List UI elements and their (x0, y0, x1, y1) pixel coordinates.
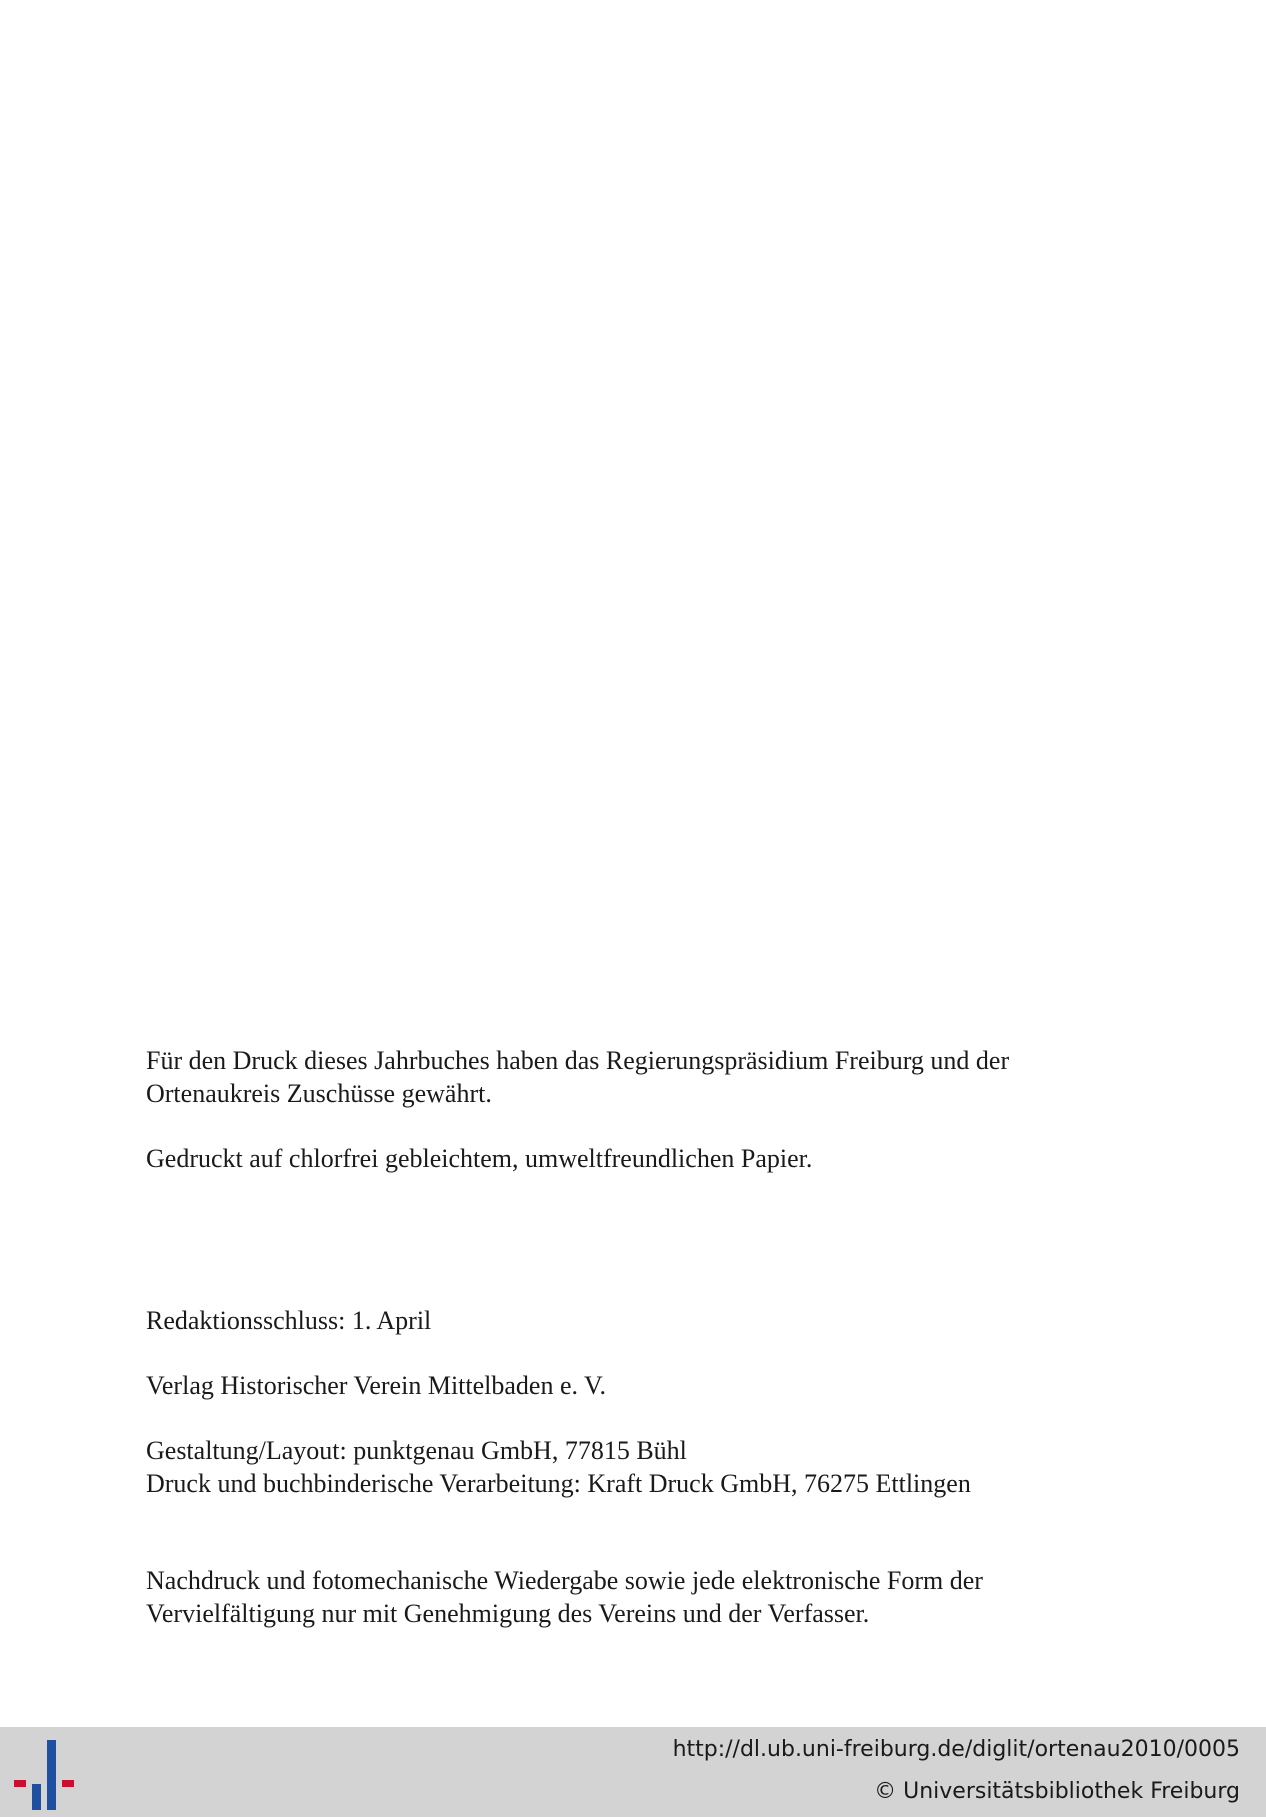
support-notice-line-2: Ortenaukreis Zuschüsse gewährt. (146, 1079, 492, 1108)
editorial-deadline (146, 1304, 1126, 1337)
layout-credit: Gestaltung/Layout: punktgenau GmbH, 77815 Bühl (146, 1436, 687, 1465)
copyright-notice-line-1: Nachdruck und fotomechanische Wiedergabe sowie jede elektronische Form der (146, 1566, 983, 1595)
editorial-deadline-text: Redaktionsschluss: 1. April (146, 1306, 432, 1335)
support-notice-line-1: Für den Druck dieses Jahrbuches haben das Regierungspräsidium Freiburg und der (146, 1046, 1010, 1075)
support-notice (146, 1044, 1126, 1110)
ub-freiburg-logo-icon (14, 1740, 80, 1810)
paper-notice (146, 1142, 1126, 1175)
publisher-text: Verlag Historischer Verein Mittelbaden e. V. (146, 1371, 606, 1400)
paper-notice-text: Gedruckt auf chlorfrei gebleichtem, umweltfreundlichen Papier. (146, 1144, 813, 1173)
publisher (146, 1369, 1126, 1402)
copyright-notice (146, 1564, 1126, 1630)
printing-credit: Druck und buchbinderische Verarbeitung: Kraft Druck GmbH, 76275 Ettlingen (146, 1469, 971, 1498)
footer-url-link[interactable]: http://dl.ub.uni-freiburg.de/diglit/ortenau2010/0005 (672, 1737, 1240, 1762)
footer-copyright: © Universitätsbibliothek Freiburg (874, 1779, 1240, 1804)
copyright-notice-line-2: Vervielfältigung nur mit Genehmigung des Vereins und der Verfasser. (146, 1599, 870, 1628)
production-credits (146, 1434, 1126, 1500)
